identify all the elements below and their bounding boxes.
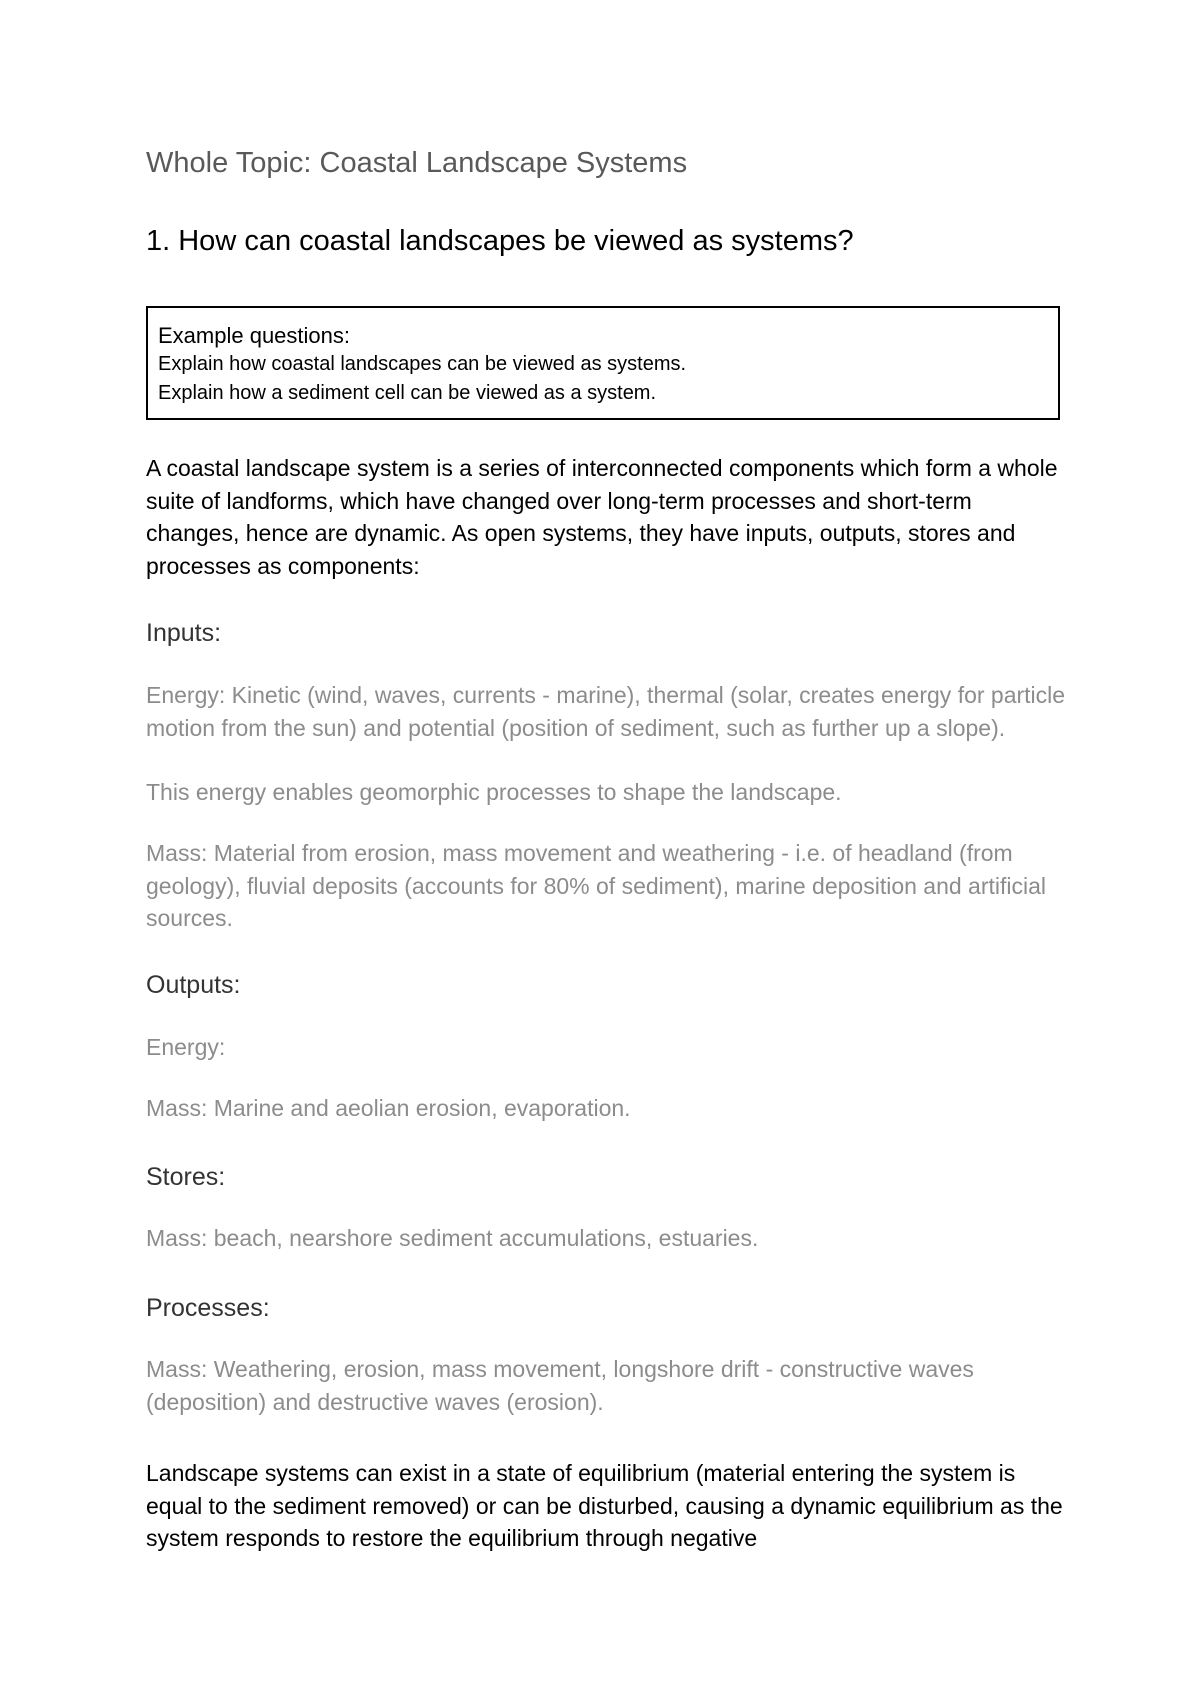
- processes-mass-text: Mass: Weathering, erosion, mass movement, longshore drift - constructive waves (deposition) and destructive waves (erosion).: [146, 1356, 974, 1415]
- outputs-mass-text: Mass: Marine and aeolian erosion, evaporation.: [146, 1095, 631, 1121]
- inputs-heading: Inputs:: [146, 619, 222, 647]
- example-question-1: Explain how coastal landscapes can be viewed as systems.: [158, 353, 687, 375]
- inputs-mass-text: Mass: Material from erosion, mass movement and weathering - i.e. of headland (from geology), fluvial deposits (accounts for 80% of sediment), marine deposition and artificial sources.: [146, 840, 1047, 931]
- section-heading: 1. How can coastal landscapes be viewed as systems?: [146, 225, 854, 257]
- example-question-2: Explain how a sediment cell can be viewed as a system.: [158, 382, 657, 404]
- stores-mass-text: Mass: beach, nearshore sediment accumulations, estuaries.: [146, 1225, 759, 1251]
- outputs-heading: Outputs:: [146, 971, 241, 999]
- closing-paragraph: Landscape systems can exist in a state of equilibrium (material entering the system is equal to the sediment removed) or can be disturbed, causing a dynamic equilibrium as the system responds to restore the equilibrium through negative: [146, 1460, 1063, 1551]
- example-questions-box: [146, 306, 1060, 420]
- intro-paragraph: A coastal landscape system is a series of interconnected components which form a whole suite of landforms, which have changed over long-term processes and short-term changes, hence are dynamic. As open systems, they have inputs, outputs, stores and processes as components:: [146, 455, 1058, 579]
- example-questions-heading: Example questions:: [158, 323, 350, 348]
- stores-heading: Stores:: [146, 1163, 226, 1191]
- inputs-energy-note: This energy enables geomorphic processes to shape the landscape.: [146, 779, 842, 805]
- outputs-energy-text: Energy:: [146, 1034, 226, 1060]
- processes-heading: Processes:: [146, 1294, 270, 1322]
- inputs-energy-text: Energy: Kinetic (wind, waves, currents - marine), thermal (solar, creates energy for particle motion from the sun) and potential (position of sediment, such as further up a slope).: [146, 682, 1066, 741]
- topic-title: Whole Topic: Coastal Landscape Systems: [146, 147, 688, 179]
